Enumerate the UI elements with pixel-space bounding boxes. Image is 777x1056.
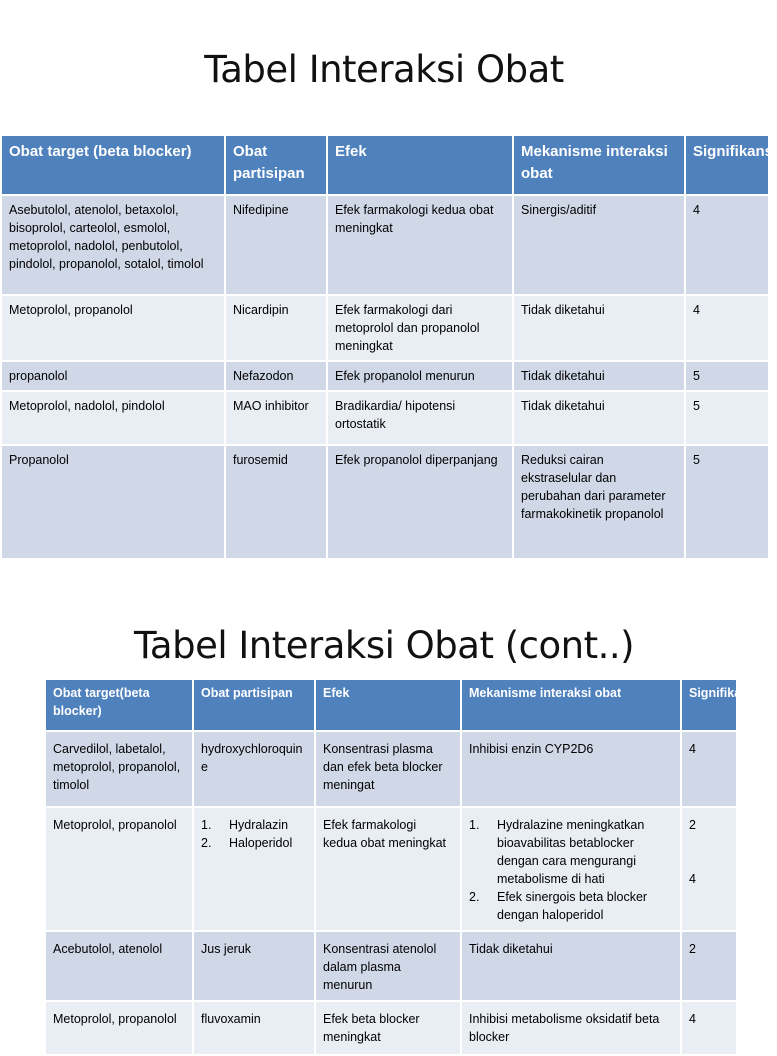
cell-target: Propanolol — [1, 445, 225, 559]
mekanisme-list — [469, 816, 673, 924]
cell-mekanisme: Tidak diketahui — [513, 361, 685, 391]
cell-mekanisme: Tidak diketahui — [513, 295, 685, 361]
table-row — [1, 295, 769, 361]
table-header-row — [45, 679, 737, 731]
cell-mekanisme: Sinergis/aditif — [513, 195, 685, 295]
cell-signifikansi: 4 — [681, 731, 737, 807]
cell-target: Metoprolol, nadolol, pindolol — [1, 391, 225, 445]
cell-partisipan: hydroxychloroquine — [193, 731, 315, 807]
cell-mekanisme — [461, 807, 681, 931]
table-row — [1, 361, 769, 391]
header-obat-target: Obat target (beta blocker) — [1, 135, 225, 195]
signifikansi-2: 4 — [689, 872, 696, 886]
cell-mekanisme: Inhibisi metabolisme oksidatif beta blocker — [461, 1001, 681, 1055]
cell-target: Acebutolol, atenolol — [45, 931, 193, 1001]
cell-efek: Efek farmakologi kedua obat meningkat — [315, 807, 461, 931]
cell-signifikansi — [681, 807, 737, 931]
table-row — [45, 931, 737, 1001]
cell-partisipan: Jus jeruk — [193, 931, 315, 1001]
table-row — [45, 1001, 737, 1055]
cell-efek: Efek beta blocker meningkat — [315, 1001, 461, 1055]
table-row — [45, 731, 737, 807]
cell-efek: Konsentrasi plasma dan efek beta blocker meningat — [315, 731, 461, 807]
slide-2 — [0, 580, 768, 1044]
header-mekanisme: Mekanisme interaksi obat — [461, 679, 681, 731]
header-obat-target: Obat target(beta blocker) — [45, 679, 193, 731]
cell-signifikansi: 5 — [685, 361, 769, 391]
cell-partisipan: fluvoxamin — [193, 1001, 315, 1055]
header-signifikansi: Signifikansi — [685, 135, 769, 195]
cell-partisipan: furosemid — [225, 445, 327, 559]
header-efek: Efek — [327, 135, 513, 195]
cell-target: Metoprolol, propanolol — [1, 295, 225, 361]
cell-mekanisme: Tidak diketahui — [513, 391, 685, 445]
cell-signifikansi: 4 — [681, 1001, 737, 1055]
cell-efek: Efek farmakologi kedua obat meningkat — [327, 195, 513, 295]
cell-efek: Efek farmakologi dari metoprolol dan propanolol meningkat — [327, 295, 513, 361]
cell-target: Carvedilol, labetalol, metoprolol, propanolol, timolol — [45, 731, 193, 807]
header-efek: Efek — [315, 679, 461, 731]
header-obat-partisipan: Obat partisipan — [225, 135, 327, 195]
list-item: 2. Efek sinergois beta blocker dengan haloperidol — [469, 890, 648, 922]
cell-efek: Efek propanolol menurun — [327, 361, 513, 391]
list-item: 1. Hydralazin — [201, 818, 289, 832]
cell-partisipan — [193, 807, 315, 931]
cell-partisipan: Nicardipin — [225, 295, 327, 361]
slide-2-title: Tabel Interaksi Obat (cont..) — [133, 624, 635, 667]
cell-mekanisme: Reduksi cairan ekstraselular dan perubahan dari parameter farmakokinetik propanolol — [513, 445, 685, 559]
slide-1-title: Tabel Interaksi Obat — [204, 48, 564, 91]
cell-efek: Efek propanolol diperpanjang — [327, 445, 513, 559]
table-header-row — [1, 135, 769, 195]
partisipan-list — [201, 816, 307, 852]
cell-signifikansi: 2 — [681, 931, 737, 1001]
interaction-table-2 — [44, 678, 760, 1056]
list-item: 1. Hydralazine meningkatkan bioavabilitas betablocker dengan cara mengurangi metabolisme di hati — [469, 818, 645, 886]
cell-mekanisme: Tidak diketahui — [461, 931, 681, 1001]
cell-target: Metoprolol, propanolol — [45, 807, 193, 931]
cell-signifikansi: 4 — [685, 195, 769, 295]
signifikansi-1: 2 — [689, 818, 696, 832]
cell-signifikansi: 5 — [685, 445, 769, 559]
interaction-table-1 — [0, 134, 777, 560]
cell-mekanisme: Inhibisi enzin CYP2D6 — [461, 731, 681, 807]
table-row — [1, 391, 769, 445]
cell-efek: Konsentrasi atenolol dalam plasma menurun — [315, 931, 461, 1001]
table-row — [1, 445, 769, 559]
cell-target: Asebutolol, atenolol, betaxolol, bisoprolol, carteolol, esmolol, metoprolol, nadolol, penbutolol, pindolol, propanolol, sotalol, timolol — [1, 195, 225, 295]
cell-signifikansi: 5 — [685, 391, 769, 445]
table-row — [45, 807, 737, 931]
cell-signifikansi: 4 — [685, 295, 769, 361]
table-row — [1, 195, 769, 295]
header-mekanisme: Mekanisme interaksi obat — [513, 135, 685, 195]
cell-partisipan: Nifedipine — [225, 195, 327, 295]
cell-target: propanolol — [1, 361, 225, 391]
header-signifikansi: Signifikansi — [681, 679, 737, 731]
header-obat-partisipan: Obat partisipan — [193, 679, 315, 731]
cell-efek: Bradikardia/ hipotensi ortostatik — [327, 391, 513, 445]
cell-partisipan: Nefazodon — [225, 361, 327, 391]
list-item: 2. Haloperidol — [201, 836, 293, 850]
cell-target: Metoprolol, propanolol — [45, 1001, 193, 1055]
cell-partisipan: MAO inhibitor — [225, 391, 327, 445]
